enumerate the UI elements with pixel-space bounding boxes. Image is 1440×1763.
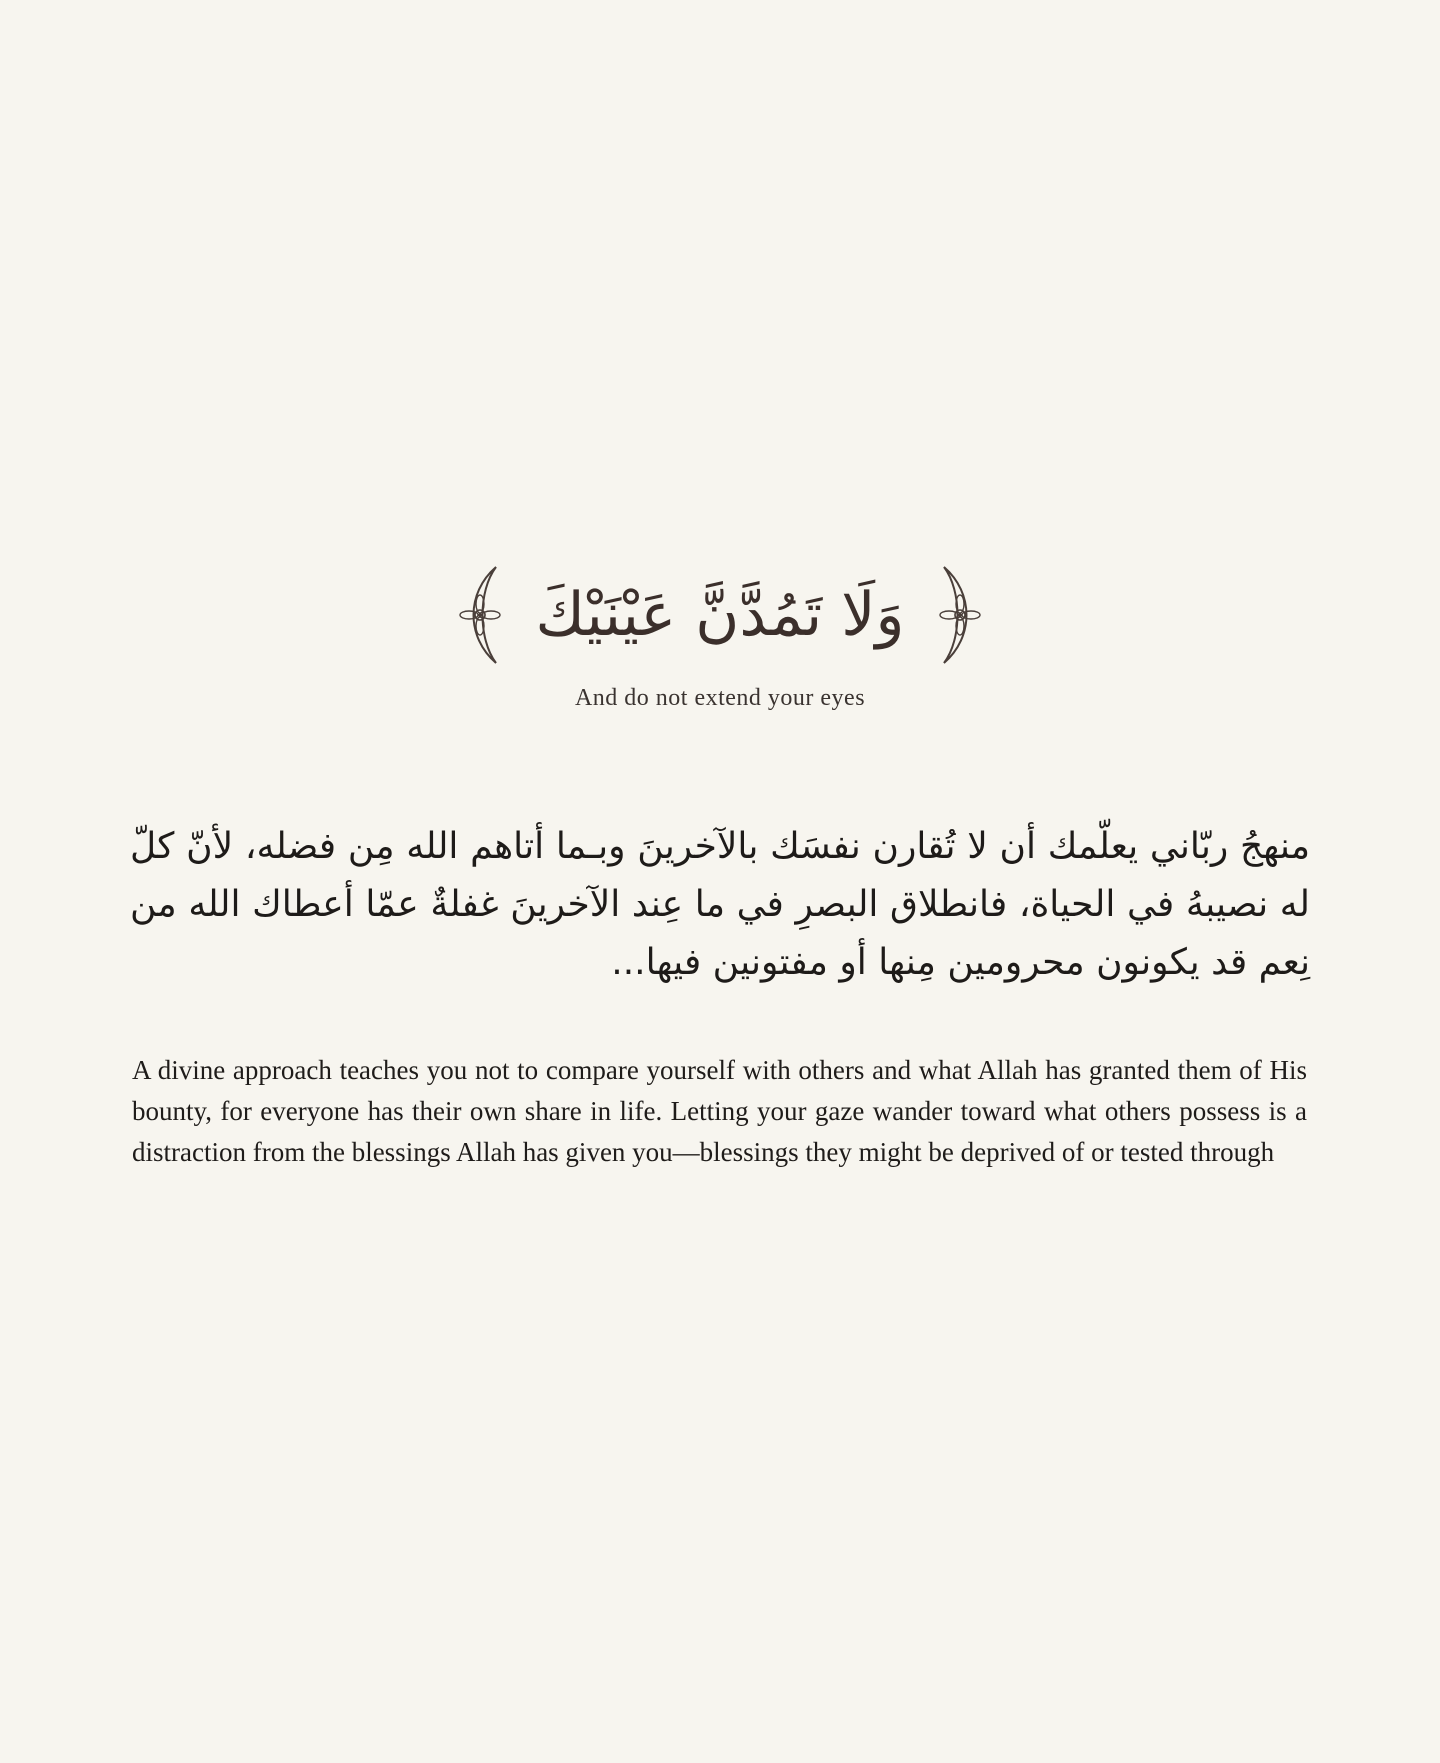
left-ornament-icon — [930, 563, 982, 667]
ayah-translation: And do not extend your eyes — [574, 685, 866, 711]
english-paragraph: A divine approach teaches you not to compare yourself with others and what Allah has granted them of His bounty, for everyone has their own share in life. Letting your gaze wander toward what others possess is a distraction from the blessings Allah has given you—blessings they might be deprived of or tested through — [132, 1055, 1307, 1167]
right-ornament-icon — [458, 563, 510, 667]
ayah-header — [0, 555, 1440, 675]
arabic-paragraph: منهجُ ربّاني يعلّمك أن لا تُقارن نفسَك بالآخرينَ وبـما أتاهم الله مِن فضله، لأنّ كلّ له نصيبهُ في الحياة، فانطلاق البصرِ في ما عِند الآخرينَ غفلةٌ عمّا أعطاك الله من نِعم قد يكونون محرومين مِنها أو مفتونين فيها... — [130, 826, 1310, 983]
ayah-arabic: وَلَا تَمُدَّنَّ عَيْنَيْكَ — [535, 580, 905, 650]
